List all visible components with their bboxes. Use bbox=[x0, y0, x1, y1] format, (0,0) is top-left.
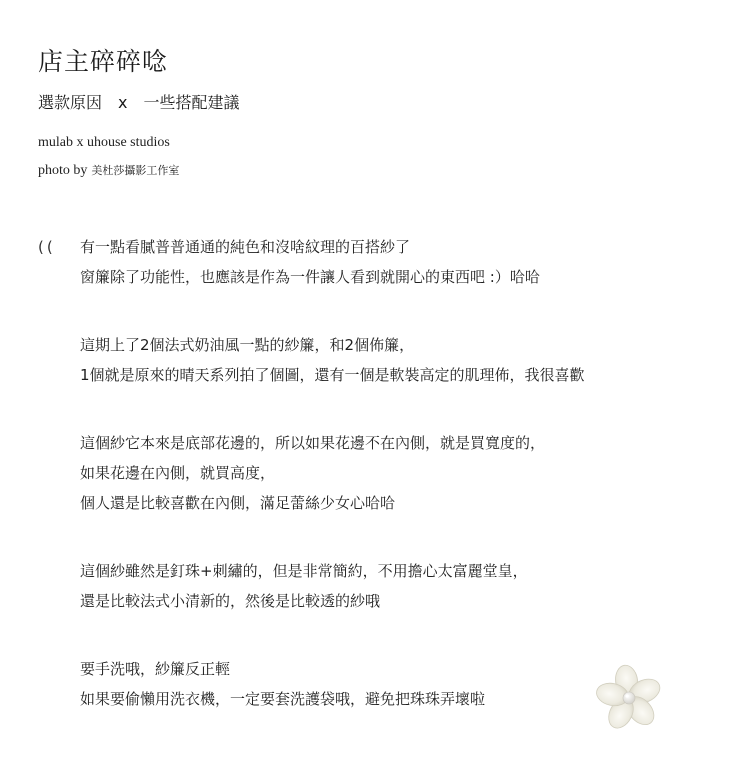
paragraph-2-line-1: 這期上了2個法式奶油風一點的紗簾，和2個佈簾， bbox=[80, 336, 415, 354]
paragraph-4-line-2: 還是比較法式小清新的，然後是比較透的紗哦 bbox=[80, 592, 381, 610]
page-title: 店主碎碎唸 bbox=[38, 47, 169, 76]
photo-credit bbox=[38, 160, 179, 182]
quote-mark: (( bbox=[38, 238, 56, 256]
paragraph-3-line-3: 個人還是比較喜歡在內側，滿足蕾絲少女心哈哈 bbox=[80, 494, 396, 512]
paragraph-5-line-2: 如果要偷懶用洗衣機，一定要套洗護袋哦，避免把珠珠弄壞啦 bbox=[80, 690, 486, 708]
credit-line: mulab x uhouse studios bbox=[38, 135, 170, 150]
paragraph-4-line-1: 這個紗雖然是釘珠+刺繡的，但是非常簡約，不用擔心太富麗堂皇， bbox=[80, 562, 528, 580]
paragraph-1-line-1: 有一點看膩普普通通的純色和沒啥紋理的百搭紗了 bbox=[80, 238, 411, 256]
body-text bbox=[80, 234, 700, 716]
white-flower-icon bbox=[592, 660, 666, 734]
paragraph-3-line-2: 如果花邊在內側，就買高度， bbox=[80, 464, 276, 482]
paragraph-1-line-2: 窗簾除了功能性，也應該是作為一件讓人看到就開心的東西吧 :）哈哈 bbox=[80, 268, 540, 286]
paragraph-3-line-1: 這個紗它本來是底部花邊的，所以如果花邊不在內側，就是買寬度的， bbox=[80, 434, 546, 452]
paragraph-5-line-1: 要手洗哦，紗簾反正輕 bbox=[80, 660, 231, 678]
page-subtitle: 選款原因 x 一些搭配建議 bbox=[38, 93, 240, 112]
paragraph-2-line-2: 1個就是原來的晴天系列拍了個圖，還有一個是軟裝高定的肌理佈，我很喜歡 bbox=[80, 366, 585, 384]
photo-credit-prefix: photo by bbox=[38, 163, 88, 178]
photo-credit-studio: 美杜莎攝影工作室 bbox=[91, 164, 180, 177]
